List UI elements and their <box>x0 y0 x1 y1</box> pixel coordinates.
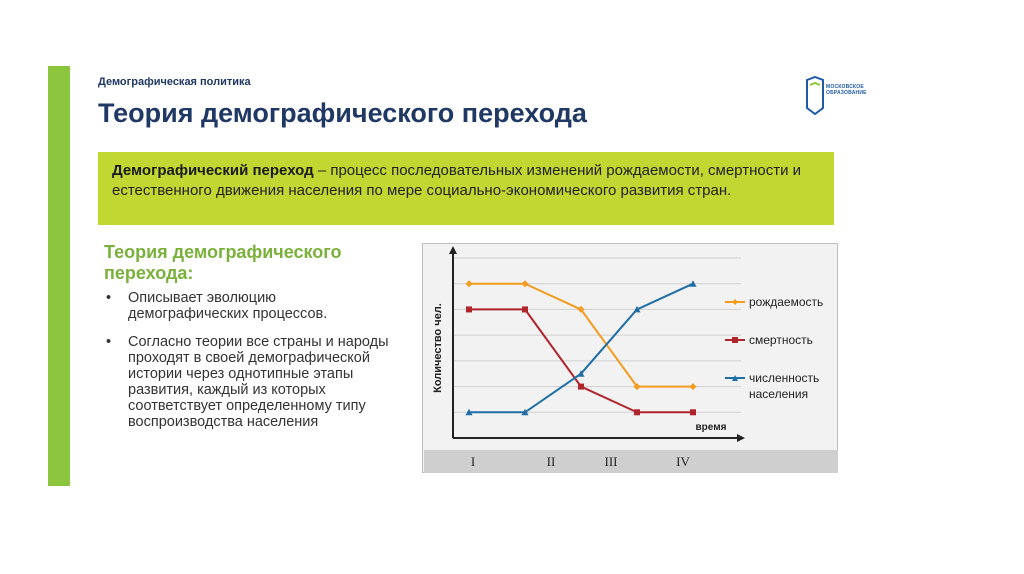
accent-bar <box>48 66 70 486</box>
y-axis-arrow <box>449 246 457 254</box>
stage-band <box>424 450 838 473</box>
list-item: • Согласно теории все страны и народы проходят в своей демографической истории через однотипные этапы развития, каждый из которых соответствует определенному типу воспроизводства населения <box>104 334 394 430</box>
logo-text-line2: ОБРАЗОВАНИЕ <box>826 90 867 96</box>
demographic-transition-chart <box>423 244 839 474</box>
chart-container <box>422 243 838 473</box>
data-point <box>522 306 528 312</box>
data-point <box>634 409 640 415</box>
definition-text: – процесс последовательных изменений рождаемости, смертности и естественного движения населения по мере социально-экономического развития стран. <box>112 162 801 199</box>
data-point <box>522 280 529 287</box>
legend-marker <box>732 337 738 343</box>
stage-label: IV <box>676 454 690 469</box>
data-point <box>466 280 473 287</box>
section-label: Демографическая политика <box>98 76 251 88</box>
x-axis-arrow <box>737 434 745 442</box>
logo-text <box>826 84 867 96</box>
data-point <box>578 384 584 390</box>
legend-label: рождаемость <box>749 295 824 309</box>
series-line <box>469 284 693 413</box>
theory-bullets <box>104 290 394 442</box>
moscow-education-logo-icon <box>804 76 868 116</box>
y-axis-label: Количество чел. <box>432 303 444 393</box>
x-axis-label: время <box>695 422 727 433</box>
legend-label: численность населения <box>749 371 820 401</box>
legend-marker <box>732 299 738 305</box>
definition-box <box>98 152 834 225</box>
data-point <box>466 306 472 312</box>
stage-label: III <box>604 454 618 469</box>
legend-label: смертность <box>749 333 813 347</box>
data-point <box>690 383 697 390</box>
logo-text-line1: МОСКОВСКОЕ <box>826 84 864 90</box>
page-title: Теория демографического перехода <box>98 98 587 128</box>
stage-label: I <box>470 454 476 469</box>
definition-term: Демографический переход <box>112 162 314 179</box>
theory-subtitle: Теория демографического перехода: <box>104 242 342 283</box>
data-point <box>690 409 696 415</box>
list-item: • Описывает эволюцию демографических процессов. <box>104 290 394 322</box>
stage-label: II <box>546 454 556 469</box>
